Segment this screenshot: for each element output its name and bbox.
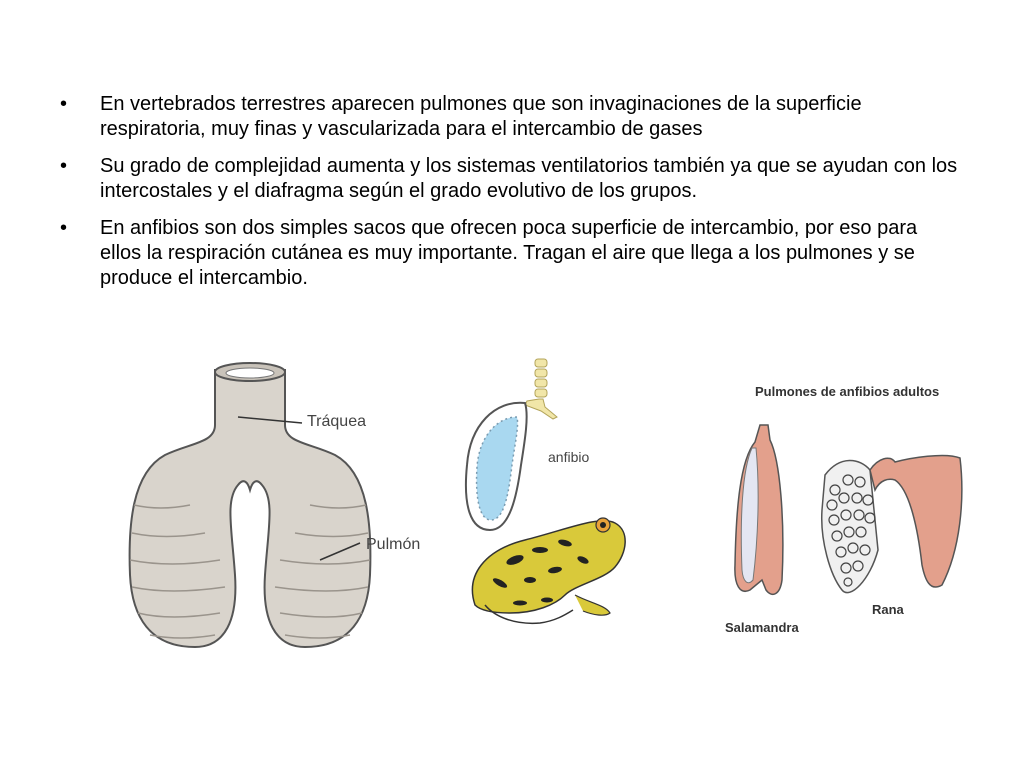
bronchus (525, 399, 557, 419)
bullet-marker: • (60, 155, 68, 177)
bullet-item (60, 154, 960, 204)
bullet-list (60, 92, 960, 303)
frog-drawing (472, 518, 625, 623)
amphibian-lungs-comparison (720, 380, 980, 640)
bullet-item (60, 216, 960, 291)
frog-label: Rana (872, 602, 904, 617)
bullet-item (60, 92, 960, 142)
trachea-rings (535, 359, 547, 397)
bullet-text: En anfibios son dos simples sacos que ofrecen poca superficie de intercambio, por eso para ellos la respiración cutánea es muy importante. Tragan el aire que llega a los pulmones y se produce el intercambio. (100, 217, 918, 289)
comparison-title: Pulmones de anfibios adultos (755, 384, 940, 399)
amphibian-illustration (455, 355, 645, 640)
bullet-text: En vertebrados terrestres aparecen pulmones que son invaginaciones de la superficie respiratoria, muy finas y vascularizada para el intercambio de gases (100, 93, 862, 140)
trachea-label: Tráquea (307, 413, 366, 430)
amphibian-label: anfibio (548, 449, 590, 465)
salamander-lung (735, 425, 783, 594)
frog-lungs (822, 455, 962, 592)
lung-label: Pulmón (366, 536, 421, 553)
bullet-text: Su grado de complejidad aumenta y los sistemas ventilatorios también ya que se ayudan con los intercostales y el diafragma según el grado evolutivo de los grupos. (100, 155, 958, 202)
bullet-marker: • (60, 217, 68, 239)
salamander-label: Salamandra (725, 620, 799, 635)
lungs-illustration (120, 355, 440, 655)
bullet-marker: • (60, 93, 68, 115)
